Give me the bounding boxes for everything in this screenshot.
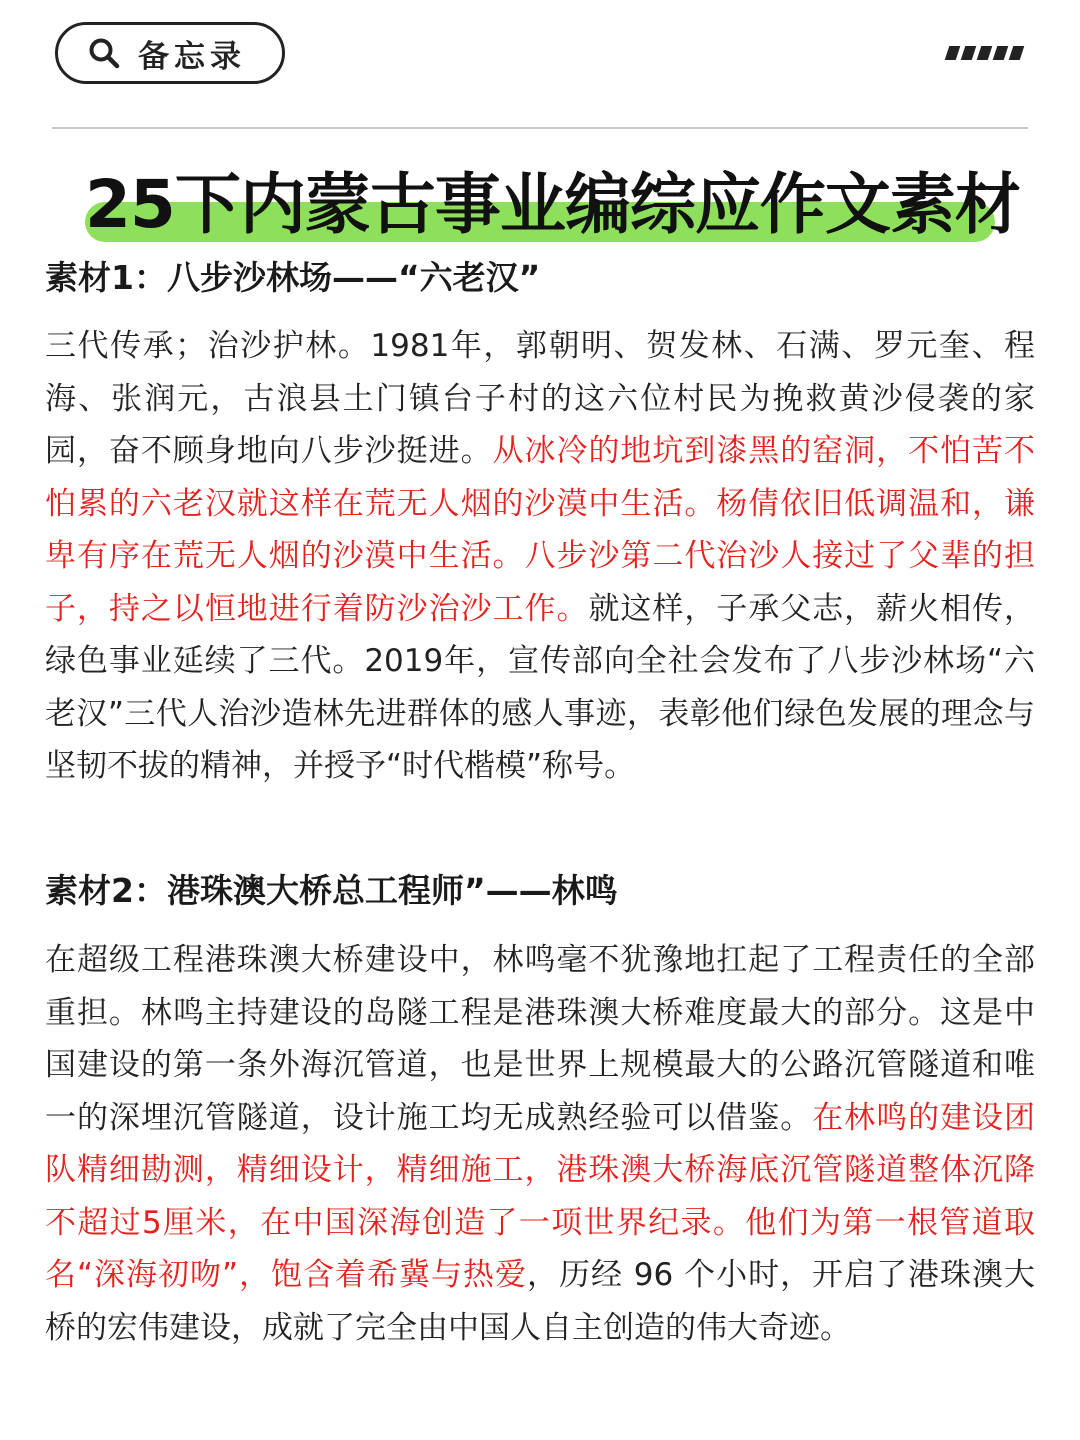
section-2-body (45, 934, 1035, 1354)
section-2-emphasis: 在林鸣的建设团队精细勘测，精细设计，精细施工，港珠澳大桥海底沉管隧道整体沉降不超过5厘米，在中国深海创造了一项世界纪录。他们为第一根管道取名“深海初吻”，饱含着希冀与热爱 (45, 1099, 1036, 1293)
section-2-text: 在超级工程港珠澳大桥建设中，林鸣毫不犹豫地扛起了工程责任的全部重担。林鸣主持建设的岛隧工程是港珠澳大桥难度最大的部分。这是中国建设的第一条外海沉管道，也是世界上规模最大的公路沉管隧道和唯一的深埋沉管隧道，设计施工均无成熟经验可以借鉴。 (45, 942, 1035, 1136)
section-2-text: ，历经 96 个小时，开启了港珠澳大桥的宏伟建设，成就了完全由中国人自主创造的伟大奇迹。 (45, 1257, 1036, 1346)
search-bar[interactable] (55, 22, 285, 84)
section-1-heading: 素材1：八步沙林场——“六老汉” (45, 258, 541, 297)
menu-dashes-icon (947, 46, 1022, 60)
search-label: 备忘录 (138, 38, 246, 75)
section-1-emphasis: 八步沙第二代治沙人接过了父辈的担子，持之以恒地进行着防沙治沙工作。 (45, 538, 1035, 627)
section-1-text: 就这样，子承父志，薪火相传，绿色事业延续了三代。2019年，宣传部向全社会发布了八步沙林场“六老汉”三代人治沙造林先进群体的感人事迹，表彰他们绿色发展的理念与坚韧不拔的精神，并授予“时代楷模”称号。 (45, 590, 1036, 784)
page-title: 25下内蒙古事业编综应作文素材 (85, 166, 1020, 243)
section-1-emphasis: 从冰冷的地坑到漆黑的窑洞，不怕苦不怕累的六老汉就这样在荒无人烟的沙漠中生活。杨倩依旧低调温和，谦卑有序在荒无人烟的沙漠中生活。 (45, 433, 1036, 574)
search-icon (88, 37, 120, 69)
divider (52, 127, 1028, 129)
section-1-text: 三代传承；治沙护林。1981年，郭朝明、贺发林、石满、罗元奎、程海、张润元，古浪县土门镇台子村的这六位村民为挽救黄沙侵袭的家园，奋不顾身地向八步沙挺进。 (45, 328, 1035, 469)
title-block (85, 163, 1020, 248)
section-2-heading: 素材2：港珠澳大桥总工程师”——林鸣 (45, 871, 618, 910)
section-1-body (45, 320, 1035, 793)
